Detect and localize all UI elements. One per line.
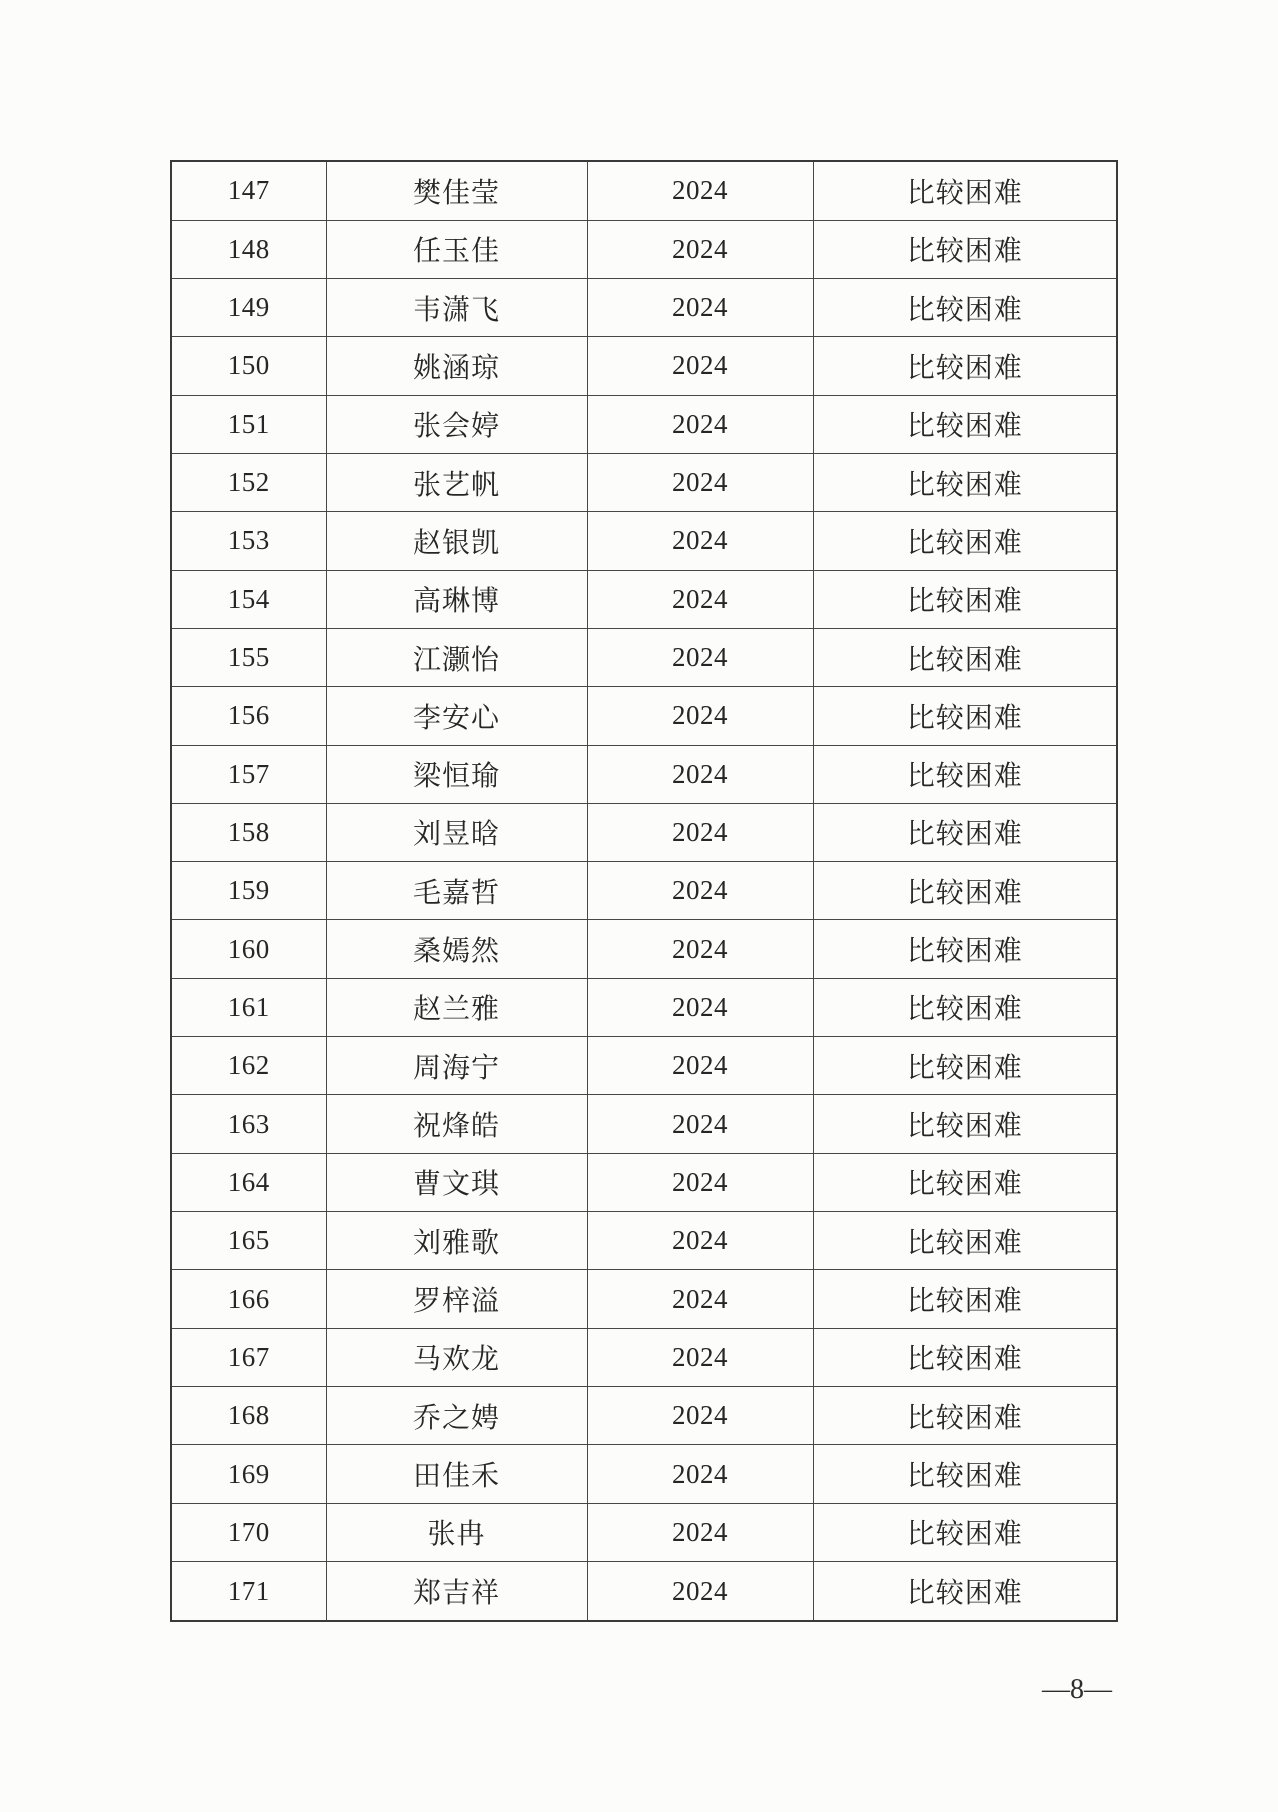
cell-year: 2024 (587, 220, 813, 278)
table-body (171, 161, 1117, 1621)
cell-status: 比较困难 (813, 1387, 1117, 1445)
cell-name: 任玉佳 (326, 220, 587, 278)
table-row (171, 278, 1117, 336)
cell-year: 2024 (587, 745, 813, 803)
table-row (171, 1212, 1117, 1270)
cell-number: 155 (171, 628, 326, 686)
cell-year: 2024 (587, 278, 813, 336)
cell-year: 2024 (587, 862, 813, 920)
cell-status: 比较困难 (813, 161, 1117, 220)
cell-name: 高琳博 (326, 570, 587, 628)
cell-number: 149 (171, 278, 326, 336)
cell-number: 154 (171, 570, 326, 628)
cell-year: 2024 (587, 803, 813, 861)
table-row (171, 395, 1117, 453)
cell-name: 曹文琪 (326, 1153, 587, 1211)
table-row (171, 920, 1117, 978)
cell-number: 153 (171, 512, 326, 570)
cell-status: 比较困难 (813, 1095, 1117, 1153)
cell-status: 比较困难 (813, 687, 1117, 745)
cell-year: 2024 (587, 161, 813, 220)
cell-year: 2024 (587, 1212, 813, 1270)
cell-year: 2024 (587, 1445, 813, 1503)
cell-status: 比较困难 (813, 1328, 1117, 1386)
table-row (171, 862, 1117, 920)
table-row (171, 687, 1117, 745)
cell-number: 164 (171, 1153, 326, 1211)
cell-name: 赵银凯 (326, 512, 587, 570)
cell-number: 168 (171, 1387, 326, 1445)
cell-number: 152 (171, 453, 326, 511)
cell-year: 2024 (587, 395, 813, 453)
cell-number: 148 (171, 220, 326, 278)
cell-name: 桑嫣然 (326, 920, 587, 978)
table-row (171, 337, 1117, 395)
cell-year: 2024 (587, 1037, 813, 1095)
table-row (171, 745, 1117, 803)
cell-status: 比较困难 (813, 220, 1117, 278)
cell-status: 比较困难 (813, 862, 1117, 920)
table-row (171, 803, 1117, 861)
cell-number: 160 (171, 920, 326, 978)
cell-number: 151 (171, 395, 326, 453)
cell-number: 159 (171, 862, 326, 920)
cell-status: 比较困难 (813, 512, 1117, 570)
cell-name: 张会婷 (326, 395, 587, 453)
cell-name: 姚涵琼 (326, 337, 587, 395)
table-row (171, 628, 1117, 686)
cell-name: 张冉 (326, 1503, 587, 1561)
cell-number: 166 (171, 1270, 326, 1328)
cell-number: 169 (171, 1445, 326, 1503)
cell-status: 比较困难 (813, 1037, 1117, 1095)
cell-name: 祝烽皓 (326, 1095, 587, 1153)
cell-year: 2024 (587, 1562, 813, 1621)
cell-status: 比较困难 (813, 745, 1117, 803)
cell-status: 比较困难 (813, 395, 1117, 453)
table-row (171, 1387, 1117, 1445)
cell-status: 比较困难 (813, 570, 1117, 628)
table-row (171, 1037, 1117, 1095)
cell-year: 2024 (587, 1095, 813, 1153)
cell-number: 157 (171, 745, 326, 803)
cell-number: 170 (171, 1503, 326, 1561)
student-roster-table (170, 160, 1118, 1622)
cell-year: 2024 (587, 1503, 813, 1561)
cell-year: 2024 (587, 337, 813, 395)
cell-status: 比较困难 (813, 1445, 1117, 1503)
cell-number: 161 (171, 978, 326, 1036)
cell-status: 比较困难 (813, 337, 1117, 395)
cell-number: 165 (171, 1212, 326, 1270)
table-row (171, 978, 1117, 1036)
table-row (171, 1445, 1117, 1503)
table-row (171, 570, 1117, 628)
cell-status: 比较困难 (813, 920, 1117, 978)
cell-year: 2024 (587, 1387, 813, 1445)
cell-year: 2024 (587, 978, 813, 1036)
cell-year: 2024 (587, 1328, 813, 1386)
table-row (171, 1153, 1117, 1211)
cell-status: 比较困难 (813, 278, 1117, 336)
cell-status: 比较困难 (813, 1153, 1117, 1211)
cell-year: 2024 (587, 512, 813, 570)
table-row (171, 1503, 1117, 1561)
cell-status: 比较困难 (813, 803, 1117, 861)
cell-status: 比较困难 (813, 978, 1117, 1036)
cell-name: 梁恒瑜 (326, 745, 587, 803)
cell-number: 167 (171, 1328, 326, 1386)
cell-name: 张艺帆 (326, 453, 587, 511)
cell-name: 刘昱晗 (326, 803, 587, 861)
cell-name: 毛嘉哲 (326, 862, 587, 920)
table-row (171, 220, 1117, 278)
table-row (171, 512, 1117, 570)
cell-number: 162 (171, 1037, 326, 1095)
cell-number: 163 (171, 1095, 326, 1153)
cell-name: 郑吉祥 (326, 1562, 587, 1621)
cell-year: 2024 (587, 628, 813, 686)
cell-name: 樊佳莹 (326, 161, 587, 220)
cell-number: 150 (171, 337, 326, 395)
cell-name: 韦潇飞 (326, 278, 587, 336)
cell-name: 乔之娉 (326, 1387, 587, 1445)
table-row (171, 453, 1117, 511)
cell-year: 2024 (587, 453, 813, 511)
cell-year: 2024 (587, 1153, 813, 1211)
cell-name: 刘雅歌 (326, 1212, 587, 1270)
cell-name: 马欢龙 (326, 1328, 587, 1386)
cell-status: 比较困难 (813, 1562, 1117, 1621)
cell-status: 比较困难 (813, 628, 1117, 686)
cell-status: 比较困难 (813, 1270, 1117, 1328)
cell-number: 171 (171, 1562, 326, 1621)
cell-name: 李安心 (326, 687, 587, 745)
page-number: —8— (1042, 1674, 1112, 1705)
table-row (171, 1562, 1117, 1621)
cell-name: 江灏怡 (326, 628, 587, 686)
cell-name: 罗梓溢 (326, 1270, 587, 1328)
cell-name: 田佳禾 (326, 1445, 587, 1503)
cell-status: 比较困难 (813, 453, 1117, 511)
cell-status: 比较困难 (813, 1503, 1117, 1561)
cell-year: 2024 (587, 687, 813, 745)
cell-year: 2024 (587, 570, 813, 628)
cell-name: 周海宁 (326, 1037, 587, 1095)
table-row (171, 1328, 1117, 1386)
cell-name: 赵兰雅 (326, 978, 587, 1036)
table-row (171, 161, 1117, 220)
table-row (171, 1270, 1117, 1328)
cell-number: 158 (171, 803, 326, 861)
cell-year: 2024 (587, 1270, 813, 1328)
cell-year: 2024 (587, 920, 813, 978)
cell-number: 156 (171, 687, 326, 745)
cell-status: 比较困难 (813, 1212, 1117, 1270)
table-row (171, 1095, 1117, 1153)
cell-number: 147 (171, 161, 326, 220)
